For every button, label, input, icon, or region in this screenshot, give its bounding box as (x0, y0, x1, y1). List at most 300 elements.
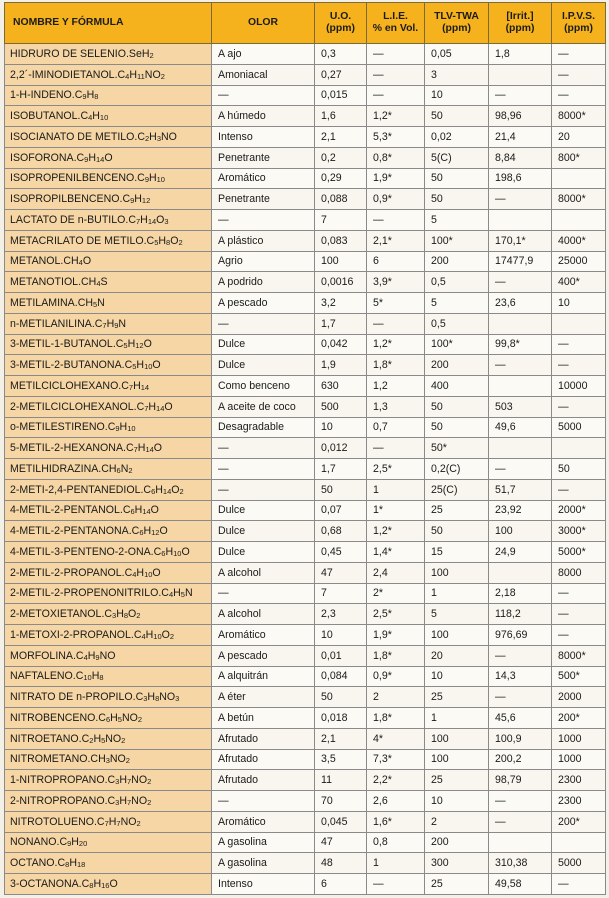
formula-text: O (159, 525, 168, 538)
compound-name-cell (5, 479, 212, 500)
formula-subscript: 18 (76, 860, 86, 870)
irrit-cell: 100,9 (489, 728, 552, 749)
odor-cell: A pescado (212, 645, 315, 666)
uo-cell: 0,012 (315, 438, 367, 459)
uo-cell: 0,018 (315, 708, 367, 729)
odor-cell: A alcohol (212, 562, 315, 583)
odor-cell: Intenso (212, 127, 315, 148)
lie-cell: — (367, 874, 425, 895)
ipvs-cell: — (552, 874, 606, 895)
formula-subscript: 5 (93, 299, 98, 309)
compound-name-cell (5, 811, 212, 832)
header-uo-title: U.O. (329, 11, 352, 22)
formula-text: H (155, 483, 163, 496)
formula-text: H (148, 400, 157, 413)
formula-subscript: 9 (67, 839, 72, 849)
ipvs-cell: 2000 (552, 687, 606, 708)
formula-subscript: 8 (123, 611, 129, 621)
ipvs-cell: 8000* (552, 189, 606, 210)
formula-subscript: 7 (133, 445, 138, 455)
odor-cell: A plástico (212, 230, 315, 251)
odor-cell: A betún (212, 708, 315, 729)
formula-text: O (150, 504, 159, 517)
formula-text: H (133, 379, 141, 392)
uo-cell: 0,084 (315, 666, 367, 687)
formula-text: H (93, 732, 102, 745)
irrit-cell: 24,9 (489, 542, 552, 563)
uo-cell: 3,5 (315, 749, 367, 770)
formula-text: H (165, 545, 174, 558)
compound-name-cell (5, 459, 212, 480)
compound-name-cell (5, 313, 212, 334)
irrit-cell (489, 313, 552, 334)
lie-cell: 0,7 (367, 417, 425, 438)
compound-name-cell (5, 44, 212, 65)
table-row (5, 500, 606, 521)
lie-cell: 3,9* (367, 272, 425, 293)
uo-cell: 10 (315, 417, 367, 438)
formula-text: NITRATO DE n-PROPILO.C (10, 691, 144, 704)
formula-subscript: 4 (125, 71, 130, 81)
table-row (5, 313, 606, 334)
lie-cell: 0,9* (367, 666, 425, 687)
formula-subscript: 9 (84, 154, 89, 164)
ipvs-cell: 1000 (552, 749, 606, 770)
uo-cell: 0,68 (315, 521, 367, 542)
formula-text: 1-NITROPROPANO.C (10, 774, 116, 787)
tlv-cell: 200 (425, 832, 489, 853)
formula-text: O (181, 545, 190, 558)
ipvs-cell: 3000* (552, 521, 606, 542)
irrit-cell (489, 438, 552, 459)
uo-cell: 1,6 (315, 106, 367, 127)
lie-cell: 1,2* (367, 334, 425, 355)
formula-text: METANOTIOL.CH (10, 276, 97, 289)
uo-cell: 0,07 (315, 500, 367, 521)
header-tlv (425, 3, 489, 44)
uo-cell: 0,042 (315, 334, 367, 355)
formula-subscript: 10 (153, 631, 162, 641)
formula-text: 2-METOXIETANOL.C (10, 608, 113, 621)
formula-subscript: 9 (82, 92, 87, 102)
tlv-cell: 300 (425, 853, 489, 874)
lie-cell: 0,8 (367, 832, 425, 853)
tlv-cell: 5(C) (425, 147, 489, 168)
table-body (5, 44, 606, 895)
tlv-cell: 25(C) (425, 479, 489, 500)
tlv-cell: 50 (425, 521, 489, 542)
formula-subscript: 2 (137, 714, 143, 724)
odor-cell: Dulce (212, 542, 315, 563)
formula-subscript: 2 (147, 797, 152, 807)
odor-cell: — (212, 583, 315, 604)
formula-subscript: 2 (169, 631, 175, 641)
compound-name-cell (5, 396, 212, 417)
formula-subscript: 2 (149, 50, 154, 60)
irrit-cell: — (489, 791, 552, 812)
formula-text: N (120, 462, 129, 475)
uo-cell: 0,088 (315, 189, 367, 210)
tlv-cell: 100* (425, 230, 489, 251)
formula-text: H (116, 608, 124, 621)
header-odor: OLOR (212, 3, 315, 44)
formula-subscript: 10 (99, 113, 109, 123)
tlv-cell: 1 (425, 708, 489, 729)
lie-cell: 2,1* (367, 230, 425, 251)
formula-text: H (119, 794, 127, 807)
irrit-cell (489, 64, 552, 85)
table-row (5, 811, 606, 832)
formula-text: H (108, 815, 117, 828)
ipvs-cell: — (552, 85, 606, 106)
uo-cell: 50 (315, 687, 367, 708)
table-row (5, 583, 606, 604)
formula-text: 4-METIL-2-PENTANOL.C (10, 504, 131, 517)
lie-cell: 1,3 (367, 396, 425, 417)
formula-text: H (119, 774, 127, 787)
table-row (5, 438, 606, 459)
lie-cell: 4* (367, 728, 425, 749)
table-row (5, 708, 606, 729)
formula-subscript: 2 (145, 133, 150, 143)
header-irrit-title: [Irrit.] (506, 11, 534, 22)
formula-text: ISOBUTANOL.C (10, 110, 89, 123)
ipvs-cell: 2300 (552, 791, 606, 812)
formula-text: H (145, 628, 154, 641)
table-row (5, 459, 606, 480)
formula-subscript: 3 (112, 611, 117, 621)
compound-name-cell (5, 355, 212, 376)
odor-cell: Amoniacal (212, 64, 315, 85)
formula-text: NO (161, 130, 177, 143)
uo-cell: 1,9 (315, 355, 367, 376)
formula-text: H (136, 566, 145, 579)
formula-text: H (134, 193, 142, 206)
ipvs-cell: 8000* (552, 645, 606, 666)
formula-text: 3-METIL-2-BUTANONA.C (10, 359, 133, 372)
table-row (5, 832, 606, 853)
compound-name-cell (5, 417, 212, 438)
compound-name-cell (5, 147, 212, 168)
lie-cell: 1,9* (367, 168, 425, 189)
table-row (5, 251, 606, 272)
uo-cell: 0,045 (315, 811, 367, 832)
irrit-cell (489, 562, 552, 583)
formula-text: H (86, 89, 95, 102)
formula-subscript: 3 (164, 216, 169, 226)
irrit-cell: 23,6 (489, 293, 552, 314)
formula-subscript: 6 (161, 548, 166, 558)
formula-text: ISOPROPILBENCENO.C (10, 193, 131, 206)
formula-text: METILCICLOHEXANO.C (10, 379, 129, 392)
compound-name-cell (5, 127, 212, 148)
uo-cell: 70 (315, 791, 367, 812)
ipvs-cell: 2000* (552, 500, 606, 521)
header-tlv-unit: (ppm) (442, 23, 471, 34)
formula-text: O (171, 483, 180, 496)
ipvs-cell (552, 438, 606, 459)
formula-text: 1-METOXI-2-PROPANOL.C (10, 628, 142, 641)
tlv-cell: 5 (425, 293, 489, 314)
tlv-cell: 0,05 (425, 44, 489, 65)
formula-text: HIDRURO DE SELENIO.SeH (10, 47, 150, 60)
formula-text: METILAMINA.CH (10, 296, 93, 309)
lie-cell: 1* (367, 500, 425, 521)
tlv-cell: 5 (425, 210, 489, 231)
formula-subscript: 7 (135, 216, 141, 226)
odor-cell: Penetrante (212, 147, 315, 168)
formula-text: NAFTALENO.C (10, 670, 84, 683)
formula-text: 3-OCTANONA.C (10, 877, 90, 890)
lie-cell: 5,3* (367, 127, 425, 148)
uo-cell: 50 (315, 479, 367, 500)
irrit-cell: 14,3 (489, 666, 552, 687)
formula-subscript: 10 (127, 424, 136, 434)
formula-subscript: 3 (105, 756, 110, 766)
ipvs-cell: — (552, 334, 606, 355)
irrit-cell: 98,96 (489, 106, 552, 127)
formula-subscript: 2 (147, 777, 152, 787)
tlv-cell: 0,5 (425, 313, 489, 334)
table-row (5, 64, 606, 85)
formula-subscript: 2 (125, 756, 130, 766)
compound-name-cell (5, 791, 212, 812)
irrit-cell: 100 (489, 521, 552, 542)
lie-cell: 0,9* (367, 189, 425, 210)
compound-name-cell (5, 500, 212, 521)
uo-cell: 0,45 (315, 542, 367, 563)
compound-name-cell (5, 189, 212, 210)
table-row (5, 687, 606, 708)
ipvs-cell: 2300 (552, 770, 606, 791)
formula-text: H (127, 338, 136, 351)
formula-subscript: 8 (155, 694, 160, 704)
compound-name-cell (5, 874, 212, 895)
formula-subscript: 14 (162, 486, 172, 496)
lie-cell: 1 (367, 853, 425, 874)
table-row (5, 853, 606, 874)
ipvs-cell: — (552, 396, 606, 417)
irrit-cell: 8,84 (489, 147, 552, 168)
compound-name-cell (5, 728, 212, 749)
header-lie-title: L.I.E. (383, 11, 408, 22)
formula-text: 5-METIL-2-HEXANONA.C (10, 442, 134, 455)
table-row (5, 728, 606, 749)
tlv-cell: 50 (425, 417, 489, 438)
irrit-cell: 17477,9 (489, 251, 552, 272)
ipvs-cell: 20 (552, 127, 606, 148)
lie-cell: 2* (367, 583, 425, 604)
formula-subscript: 14 (96, 154, 105, 164)
uo-cell: 3,2 (315, 293, 367, 314)
formula-subscript: 2 (136, 818, 141, 828)
tlv-cell: 0,02 (425, 127, 489, 148)
header-lie-unit: % en Vol. (372, 23, 419, 34)
formula-subscript: 4 (96, 279, 101, 289)
ipvs-cell: 50 (552, 459, 606, 480)
compound-name-cell (5, 64, 212, 85)
irrit-cell: — (489, 272, 552, 293)
formula-text: LACTATO DE n-BUTILO.C (10, 213, 136, 226)
table-row (5, 230, 606, 251)
formula-text: O (128, 608, 137, 621)
irrit-cell: 51,7 (489, 479, 552, 500)
header-irrit (489, 3, 552, 44)
irrit-cell: 2,18 (489, 583, 552, 604)
formula-subscript: 5 (132, 362, 137, 372)
lie-cell: — (367, 438, 425, 459)
formula-text: NITROETANO.C (10, 732, 90, 745)
odor-cell: — (212, 313, 315, 334)
formula-text: NITROBENCENO.C (10, 711, 106, 724)
uo-cell: 2,1 (315, 127, 367, 148)
lie-cell: 1,4* (367, 542, 425, 563)
lie-cell: 1,9* (367, 625, 425, 646)
irrit-cell: 23,92 (489, 500, 552, 521)
odor-cell: — (212, 459, 315, 480)
formula-subscript: 12 (141, 196, 151, 206)
formula-text: H (106, 317, 115, 330)
compound-name-cell (5, 272, 212, 293)
tlv-cell: 10 (425, 85, 489, 106)
formula-text: H (136, 359, 145, 372)
formula-text: H (140, 213, 148, 226)
header-row (5, 3, 606, 44)
formula-text: ISOFORONA.C (10, 151, 85, 164)
odor-cell: A húmedo (212, 106, 315, 127)
formula-text: S (100, 276, 108, 289)
lie-cell: 5* (367, 293, 425, 314)
odor-cell: A alcohol (212, 604, 315, 625)
ipvs-cell: 4000* (552, 230, 606, 251)
formula-text: H (148, 172, 157, 185)
table-row (5, 168, 606, 189)
odor-cell: Agrio (212, 251, 315, 272)
odor-cell: — (212, 85, 315, 106)
uo-cell: 6 (315, 874, 367, 895)
formula-text: N (97, 296, 105, 309)
formula-subscript: 10 (144, 362, 153, 372)
formula-text: H (88, 151, 96, 164)
odor-cell: Desagradable (212, 417, 315, 438)
formula-subscript: 8 (94, 92, 99, 102)
irrit-cell: 976,69 (489, 625, 552, 646)
formula-text: ISOCIANATO DE METILO.C (10, 130, 145, 143)
formula-subscript: 14 (145, 445, 154, 455)
ipvs-cell: — (552, 479, 606, 500)
odor-cell: Afrutado (212, 728, 315, 749)
formula-text: H (69, 857, 77, 870)
odor-cell: — (212, 438, 315, 459)
lie-cell: 0,8* (367, 147, 425, 168)
tlv-cell: 10 (425, 666, 489, 687)
data-sheet (4, 2, 605, 895)
uo-cell: 2,3 (315, 604, 367, 625)
compound-name-cell (5, 749, 212, 770)
ipvs-cell: — (552, 355, 606, 376)
tlv-cell: 100 (425, 562, 489, 583)
lie-cell: 1,2 (367, 376, 425, 397)
irrit-cell: 49,58 (489, 874, 552, 895)
ipvs-cell (552, 168, 606, 189)
header-ipvs (552, 3, 606, 44)
table-row (5, 666, 606, 687)
tlv-cell: 5 (425, 604, 489, 625)
irrit-cell: — (489, 687, 552, 708)
uo-cell: 0,0016 (315, 272, 367, 293)
table-row (5, 521, 606, 542)
formula-text: O (164, 400, 173, 413)
formula-subscript: 4 (83, 652, 88, 662)
formula-text: NO (131, 794, 148, 807)
ipvs-cell: 10 (552, 293, 606, 314)
ipvs-cell: 25000 (552, 251, 606, 272)
formula-text: ISOPROPENILBENCENO.C (10, 172, 145, 185)
compound-name-cell (5, 666, 212, 687)
formula-text: O (161, 628, 170, 641)
lie-cell: 2 (367, 687, 425, 708)
header-ipvs-unit: (ppm) (564, 23, 593, 34)
tlv-cell: 25 (425, 770, 489, 791)
lie-cell: 1,2* (367, 106, 425, 127)
formula-subscript: 4 (78, 258, 83, 268)
compound-name-cell (5, 168, 212, 189)
ipvs-cell: 200* (552, 708, 606, 729)
formula-subscript: 6 (116, 465, 121, 475)
table-row (5, 770, 606, 791)
formula-subscript: 10 (173, 548, 182, 558)
formula-text: 2-METIL-2-PROPENONITRILO.C (10, 587, 169, 600)
tlv-cell: 100 (425, 625, 489, 646)
odor-cell: Aromático (212, 811, 315, 832)
lie-cell: 1,8* (367, 708, 425, 729)
formula-text: n-METILANILINA.C (10, 317, 103, 330)
compound-name-cell (5, 562, 212, 583)
odor-cell: Dulce (212, 355, 315, 376)
formula-subscript: 3 (115, 777, 120, 787)
formula-text: H (137, 442, 146, 455)
irrit-cell (489, 832, 552, 853)
formula-text: H (87, 649, 96, 662)
compound-name-cell (5, 106, 212, 127)
formula-subscript: 3 (115, 797, 120, 807)
uo-cell: 0,3 (315, 44, 367, 65)
odor-cell: — (212, 791, 315, 812)
lie-cell: 2,5* (367, 604, 425, 625)
compound-name-cell (5, 708, 212, 729)
formula-subscript: 5 (154, 237, 159, 247)
uo-cell: 0,083 (315, 230, 367, 251)
uo-cell: 1,7 (315, 459, 367, 480)
formula-text: N (184, 587, 193, 600)
tlv-cell: 25 (425, 500, 489, 521)
formula-text: O (153, 442, 163, 455)
tlv-cell: 20 (425, 645, 489, 666)
formula-subscript: 7 (144, 403, 149, 413)
uo-cell: 47 (315, 832, 367, 853)
irrit-cell: 310,38 (489, 853, 552, 874)
formula-subscript: 5 (180, 590, 185, 600)
formula-text: METACRILATO DE METILO.C (10, 234, 155, 247)
odor-cell: Dulce (212, 334, 315, 355)
lie-cell: — (367, 313, 425, 334)
formula-text: H (91, 670, 100, 683)
tlv-cell: 0,2(C) (425, 459, 489, 480)
formula-subscript: 14 (142, 507, 151, 517)
formula-text: H (119, 421, 128, 434)
table-row (5, 189, 606, 210)
formula-text: H (173, 587, 181, 600)
